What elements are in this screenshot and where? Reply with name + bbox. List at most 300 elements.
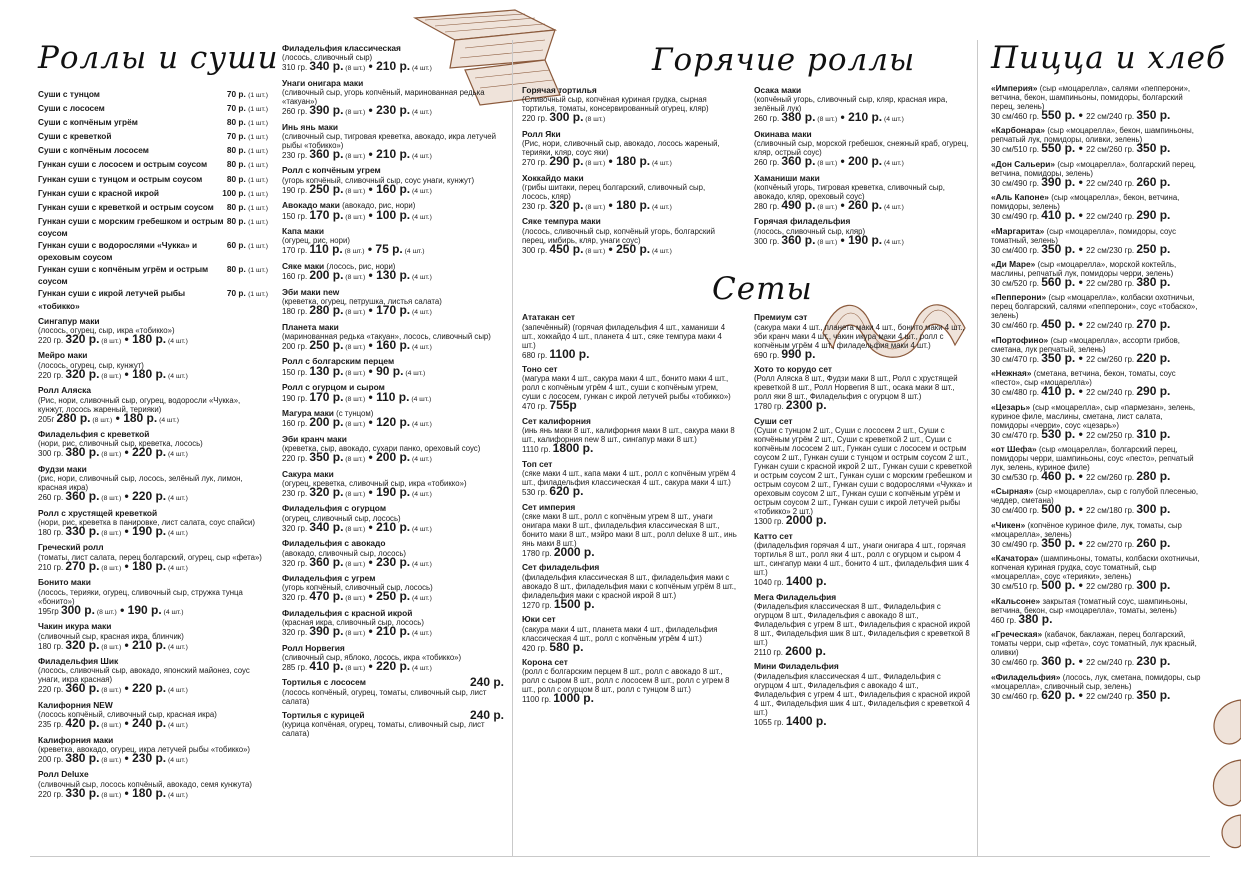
price-half: 190 р. bbox=[127, 602, 162, 617]
qty-full: (8 шт.) bbox=[343, 630, 366, 638]
qty-half: (4 шт.) bbox=[166, 722, 188, 730]
qty-half: (4 шт.) bbox=[882, 238, 904, 246]
item-name: Суши с креветкой bbox=[38, 131, 112, 142]
pizza-header bbox=[991, 84, 1201, 111]
pizza-price-line bbox=[991, 350, 1201, 365]
menu-item bbox=[522, 217, 732, 256]
pizza-price-line bbox=[991, 654, 1201, 669]
set-description: (магура маки 4 шт., сакура маки 4 шт., бонито маки 4 шт., ролл с копчёным угрём 4 шт., суши с копчёным угрем, суши с лососем, гункан с икрой летучей рыбы «тобикко») bbox=[522, 374, 731, 402]
set-description: (сакура маки 4 шт., планета маки 4 шт., бонито маки 4 шт., эби кранч маки 4 шт., чакин икура маки 4 шт., ролл с копчёным угрём 4 шт., филадельфия маки 4 шт.) bbox=[754, 322, 965, 350]
bullet: • bbox=[365, 181, 377, 196]
qty-full: (8 шт.) bbox=[99, 530, 122, 538]
item-price bbox=[227, 144, 268, 158]
item-description: (огурец, креветка, сливочный сыр, икра «тобикко») bbox=[282, 478, 467, 488]
set-description: (Филадельфия классическая 4 шт., Филадельфия с огурцом 4 шт., Филадельфия с авокадо 4 шт., Филадельфия с угрем 4 шт., Филадельфия с красной икрой 4 шт., Филадельфия шик 4 шт., Филадельфия с креветкой 4 шт.) bbox=[754, 671, 971, 717]
qty-full: (8 шт.) bbox=[343, 109, 366, 117]
price-half: 180 р. bbox=[616, 154, 651, 169]
item-price-line bbox=[754, 198, 972, 213]
price-full: 390 р. bbox=[309, 103, 344, 118]
size-large: 30 см/470 гр. bbox=[991, 354, 1042, 364]
menu-item bbox=[754, 174, 972, 213]
pizza-description: (копчёное куриное филе, лук, томаты, сыр «моцарелла», зелень) bbox=[991, 520, 1182, 539]
price-full: 420 р. bbox=[65, 716, 100, 731]
item-weight: 220 гр. bbox=[38, 370, 66, 380]
menu-item bbox=[282, 609, 504, 639]
bullet: • bbox=[1075, 502, 1087, 517]
item-description: (угорь копчёный, сливочный сыр, соус унаги, кунжут) bbox=[282, 175, 475, 185]
pizza-item bbox=[991, 554, 1201, 591]
item-description: (огурец, сливочный сыр, лосось) bbox=[282, 513, 401, 523]
item-weight: 160 гр. bbox=[282, 272, 310, 282]
section-title-hot: Горячие роллы bbox=[652, 42, 916, 78]
menu-item bbox=[282, 44, 504, 74]
price-full: 280 р. bbox=[309, 303, 344, 318]
price-half: 210 р. bbox=[376, 147, 411, 162]
price-full: 250 р. bbox=[309, 337, 344, 352]
set-weight: 470 гр. bbox=[522, 402, 550, 412]
menu-item bbox=[282, 707, 504, 739]
price-small: 290 р. bbox=[1136, 208, 1171, 223]
price-small: 350 р. bbox=[1136, 141, 1171, 156]
set-name: Тоно сет bbox=[522, 364, 558, 375]
pizza-name: «Портофино» bbox=[991, 334, 1051, 345]
pizza-item bbox=[991, 293, 1201, 330]
item-description: (копчёный угорь, сливочный сыр, кляр, красная икра, зелёный лук) bbox=[754, 95, 948, 114]
set-price-line bbox=[522, 691, 737, 706]
price-half: 110 р. bbox=[376, 389, 410, 404]
menu-item bbox=[282, 504, 504, 534]
item-name: Филадельфия Шик bbox=[38, 655, 119, 666]
qty-full: (8 шт.) bbox=[99, 791, 122, 799]
set-price: 2600 р. bbox=[785, 643, 826, 658]
price-small: 300 р. bbox=[1136, 578, 1171, 593]
qty-full: (8 шт.) bbox=[99, 756, 122, 764]
qty-full: (8 шт.) bbox=[343, 274, 366, 282]
bullet: • bbox=[365, 415, 377, 430]
bullet: • bbox=[1075, 108, 1087, 122]
item-weight: 230 гр. bbox=[282, 488, 310, 498]
price-full: 450 р. bbox=[549, 241, 584, 256]
bullet: • bbox=[1075, 687, 1087, 702]
price-value: 80 р. bbox=[226, 159, 249, 170]
menu-item bbox=[38, 287, 268, 311]
pizza-description: (сыр «моцарелла», морской коктейль, маслины, репчатый лук, помидоры черри, зелень) bbox=[991, 260, 1177, 279]
pizza-name: «Империя» bbox=[991, 83, 1040, 93]
item-qty: (1 шт.) bbox=[248, 291, 268, 299]
menu-item bbox=[522, 174, 732, 213]
menu-item bbox=[38, 770, 268, 800]
item-price-line bbox=[282, 147, 504, 162]
pizza-header bbox=[991, 403, 1201, 430]
price-half: 160 р. bbox=[376, 337, 411, 352]
price-half: 210 р. bbox=[132, 637, 167, 652]
item-price-line bbox=[522, 154, 732, 169]
item-name: Суши с копчёным угрём bbox=[38, 117, 138, 128]
size-small: 22 см/280 гр. bbox=[1086, 582, 1137, 592]
column-divider bbox=[512, 40, 513, 856]
item-name: Гункан суши с креветкой и острым соусом bbox=[38, 201, 214, 212]
pizza-name: «Греческая» bbox=[991, 629, 1045, 640]
pizza-name: «Ди Маре» bbox=[991, 259, 1038, 270]
qty-half: (4 шт.) bbox=[166, 687, 188, 695]
item-weight: 320 гр. bbox=[282, 593, 310, 603]
price-half: 210 р. bbox=[376, 519, 411, 534]
set-price-line bbox=[522, 544, 737, 559]
item-description: (лосось, сливочный сыр, авокадо, японский майонез, соус унаги, икра красная) bbox=[38, 666, 250, 685]
item-description: (креветка, авокадо, огурец, икра летучей рыбы «тобикко») bbox=[38, 744, 251, 754]
qty-half: (4 шт.) bbox=[410, 213, 432, 221]
price-full: 320 р. bbox=[65, 637, 100, 652]
price-large: 550 р. bbox=[1041, 141, 1076, 156]
set-price: 1400 р. bbox=[785, 713, 827, 728]
pizza-description: (сыр «моцарелла», сыр «пармезан», зелень, куриное филе, маслины, сметана, лист салата, помидоры «черри», соус «цезарь») bbox=[991, 402, 1196, 430]
menu-item bbox=[38, 578, 268, 617]
menu-item bbox=[38, 88, 268, 102]
item-description: (лосось, сливочный сыр) bbox=[282, 53, 373, 63]
size-large: 30 см/460 гр. bbox=[991, 112, 1042, 121]
set-price: 620 р. bbox=[549, 484, 584, 499]
bullet: • bbox=[121, 524, 133, 539]
price-large: 390 р. bbox=[1041, 174, 1076, 189]
item-description: (сливочный сыр, яблоко, лосось, икра «тобикко») bbox=[282, 653, 462, 663]
price-value: 70 р. bbox=[226, 89, 249, 99]
item-description: (креветка, огурец, петрушка, листья салата) bbox=[282, 297, 442, 307]
item-name: Ролл с болгарским перцем bbox=[282, 356, 395, 367]
qty-full: (8 шт.) bbox=[343, 213, 366, 221]
item-name: Филадельфия с огурцом bbox=[282, 503, 387, 514]
item-weight: 230 гр. bbox=[522, 202, 550, 212]
price-value: 70 р. bbox=[226, 131, 249, 142]
item-name: Филадельфия классическая bbox=[282, 43, 401, 53]
item-name: Сакура маки bbox=[282, 468, 334, 479]
size-large: 30 см/470 гр. bbox=[991, 430, 1042, 440]
pizza-item bbox=[991, 487, 1201, 515]
size-small: 22 см/270 гр. bbox=[1086, 539, 1137, 549]
qty-half: (4 шт.) bbox=[161, 608, 184, 616]
set-item bbox=[754, 532, 972, 588]
size-large: 30 см/400 гр. bbox=[991, 245, 1042, 255]
set-weight: 530 гр. bbox=[522, 488, 550, 498]
item-price bbox=[227, 239, 268, 263]
item-price-line bbox=[282, 242, 504, 257]
price-half: 200 р. bbox=[376, 450, 411, 465]
qty-half: (4 шт.) bbox=[410, 525, 432, 533]
column-rolls-sushi bbox=[38, 0, 279, 805]
set-weight: 1270 гр. bbox=[522, 600, 554, 610]
set-weight: 690 гр. bbox=[754, 350, 782, 360]
price-full: 390 р. bbox=[309, 624, 344, 639]
set-name: Катто сет bbox=[754, 530, 793, 541]
price-small: 380 р. bbox=[1136, 275, 1171, 290]
pizza-price-line bbox=[991, 141, 1201, 156]
set-price-line bbox=[754, 574, 972, 589]
item-qty: (1 шт.) bbox=[248, 267, 268, 275]
item-weight: 235 гр. bbox=[38, 720, 66, 730]
size-large: 30 см/460 гр. bbox=[991, 658, 1042, 668]
item-description: (авокадо, рис, нори) bbox=[339, 201, 416, 211]
price-half: 120 р. bbox=[376, 415, 411, 430]
size-small: 22 см/240 гр. bbox=[1086, 388, 1137, 398]
set-price-line bbox=[754, 513, 972, 528]
item-weight: 200 гр. bbox=[282, 341, 310, 351]
footer-rule bbox=[30, 856, 1210, 857]
set-price: 1500 р. bbox=[553, 596, 595, 611]
qty-half: (4 шт.) bbox=[650, 204, 672, 212]
item-price bbox=[227, 130, 268, 144]
price-half: 210 р. bbox=[848, 110, 883, 125]
qty-half: (4 шт.) bbox=[166, 791, 188, 799]
item-weight: 170 гр. bbox=[282, 246, 310, 256]
size-large: 30 см/520 гр. bbox=[991, 279, 1042, 289]
item-price-line bbox=[282, 589, 504, 604]
price-full: 360 р. bbox=[781, 154, 816, 169]
size-small: 22 см/230 гр. bbox=[1086, 245, 1137, 255]
pizza-header bbox=[991, 554, 1201, 581]
set-name: Топ сет bbox=[522, 458, 553, 469]
item-description: (лосось копчёный, огурец, томаты, сливочный сыр, лист салата) bbox=[282, 687, 487, 706]
item-weight: 285 гр. bbox=[282, 663, 310, 673]
price-large: 620 р. bbox=[1041, 687, 1076, 702]
qty-half: (4 шт.) bbox=[409, 395, 432, 403]
item-name: Эби маки new bbox=[282, 286, 340, 297]
item-name: Суши с копчёным лососем bbox=[38, 145, 149, 156]
set-price: 580 р. bbox=[549, 639, 584, 654]
item-description: (нори, рис, сливочный сыр, креветка, лосось) bbox=[38, 439, 203, 449]
set-name: Премиум сэт bbox=[754, 312, 808, 323]
pizza-item bbox=[991, 673, 1201, 701]
pizza-description: (сыр «моцарелла», бекон, шампиньоны, репчатый лук, помидоры, оливки, зелень) bbox=[991, 126, 1194, 145]
pizza-name: «Кальсоне» bbox=[991, 595, 1043, 606]
item-price: 240 р. bbox=[469, 675, 504, 690]
bullet: • bbox=[365, 147, 377, 162]
item-weight: 160 гр. bbox=[282, 419, 310, 429]
item-price-line bbox=[38, 489, 268, 504]
hot-rolls-left bbox=[522, 86, 732, 261]
item-price-line bbox=[282, 181, 504, 196]
menu-item bbox=[38, 144, 268, 158]
price-half: 130 р. bbox=[376, 268, 411, 283]
menu-item bbox=[282, 201, 504, 222]
price-value: 70 р. bbox=[226, 103, 249, 114]
set-description: (инь янь маки 8 шт., калифорния маки 8 шт., сакура маки 8 шт., калифорния new 8 шт., сингапур маки 8 шт.) bbox=[522, 426, 735, 445]
price-full: 170 р. bbox=[309, 389, 344, 404]
item-weight: 270 гр. bbox=[522, 158, 550, 168]
bullet: • bbox=[837, 232, 849, 247]
bullet: • bbox=[121, 716, 133, 731]
item-price bbox=[227, 116, 268, 130]
price-large: 350 р. bbox=[1041, 350, 1076, 365]
pizza-description: (сыр «моцарелла», болгарский перец, помидоры черри, шампиньоны, соус «песто», репчатый лук, зелень, куриное филе) bbox=[991, 445, 1194, 473]
hot-rolls-right bbox=[754, 86, 972, 261]
item-name: Капа маки bbox=[282, 226, 324, 237]
price-half: 180 р. bbox=[132, 785, 167, 800]
price-full: 110 р. bbox=[309, 242, 343, 257]
item-price-line bbox=[38, 558, 268, 573]
price-half: 230 р. bbox=[132, 750, 167, 765]
column-pizza bbox=[991, 0, 1226, 706]
price-large: 560 р. bbox=[1041, 275, 1076, 290]
price-half: 260 р. bbox=[848, 198, 883, 213]
set-description: (сяке маки 8 шт., ролл с копчёным угрем 8 шт., унаги онигара маки 8 шт., филадельфия классическая 8 шт., бонито маки 8 шт., мэйро маки 8 шт., ролл deluxe 8 шт., инь янь маки 8 шт.) bbox=[522, 511, 737, 548]
item-description: (копчёный угорь, тигровая креветка, сливочный сыр, авокадо, кляр, ореховый соус) bbox=[754, 183, 945, 202]
menu-item bbox=[38, 116, 268, 130]
bullet: • bbox=[121, 489, 133, 504]
pizza-header bbox=[991, 630, 1201, 657]
menu-item bbox=[282, 357, 504, 378]
price-half: 190 р. bbox=[376, 484, 411, 499]
qty-full: (8 шт.) bbox=[343, 65, 366, 73]
item-name: Ролл с хрустящей креветкой bbox=[38, 507, 158, 518]
qty-half: (4 шт.) bbox=[402, 248, 425, 256]
item-weight: 220 гр. bbox=[38, 685, 66, 695]
item-weight: 180 гр. bbox=[38, 528, 66, 538]
item-description: (сливочный сыр, морской гребешок, снежный краб, огурец, кляр, острый соус) bbox=[754, 139, 969, 158]
item-weight: 300 гр. bbox=[38, 449, 66, 459]
price-small: 290 р. bbox=[1136, 384, 1171, 399]
qty-half: (4 шт.) bbox=[166, 530, 188, 538]
item-price-line bbox=[38, 332, 268, 346]
set-price: 1000 р. bbox=[553, 691, 594, 706]
item-weight: 190 гр. bbox=[282, 393, 310, 403]
item-weight: 150 гр. bbox=[282, 367, 310, 377]
item-price-line bbox=[522, 110, 732, 125]
item-name: Гункан суши с тунцом и острым соусом bbox=[38, 173, 203, 184]
size-small: 22 см/260 гр. bbox=[1086, 145, 1137, 155]
bullet: • bbox=[1075, 426, 1087, 441]
set-description: (филадельфия горячая 4 шт., унаги онигара 4 шт., горячая тортилья 8 шт., ролл яки 4 шт., ролл с огурцом и сыром 4 шт., сингапур маки 4 шт., бонито 4 шт., филадельфия шик 4 шт.) bbox=[754, 541, 970, 578]
qty-half: (4 шт.) bbox=[166, 756, 188, 764]
bullet: • bbox=[365, 268, 377, 283]
price-half: 170 р. bbox=[376, 303, 411, 318]
menu-item bbox=[38, 430, 268, 460]
item-description: (лосось, сливочный сыр, кляр) bbox=[754, 226, 866, 236]
qty-half: (4 шт.) bbox=[410, 309, 432, 317]
item-price-line bbox=[282, 659, 504, 674]
price-full: 380 р. bbox=[65, 750, 100, 765]
size-large: 30 см/480 гр. bbox=[991, 388, 1042, 398]
item-price: 240 р. bbox=[469, 707, 504, 722]
size-large: 30 см/490 гр. bbox=[991, 178, 1042, 188]
item-name: Осака маки bbox=[754, 85, 802, 95]
item-header bbox=[282, 707, 504, 722]
pizza-item bbox=[991, 84, 1201, 121]
item-price-line bbox=[282, 103, 504, 118]
set-weight: 1110 гр. bbox=[522, 445, 553, 455]
qty-half: (4 шт.) bbox=[410, 665, 432, 673]
qty-half: (4 шт.) bbox=[882, 160, 904, 168]
qty-half: (4 шт.) bbox=[166, 564, 188, 572]
price-half: 180 р. bbox=[132, 332, 167, 346]
qty-full: (8 шт.) bbox=[94, 608, 117, 616]
item-name: Фудзи маки bbox=[38, 463, 87, 474]
item-name: Сяке темпура маки bbox=[522, 216, 601, 227]
price-large: 380 р. bbox=[1018, 611, 1053, 626]
menu-item bbox=[282, 288, 504, 318]
item-weight: 220 гр. bbox=[38, 789, 66, 799]
bullet: • bbox=[365, 659, 377, 674]
set-description: (Суши с тунцом 2 шт., Суши с лососем 2 шт., Суши с копчёным угрём 2 шт., Суши с креветкой 2 шт., Суши с копчёным лососем 2 шт., Гункан суши с лососем и острым соусом 2 шт., Гункан суши с тунцом и острым соусом 2 шт., Гункан суши с красной икрой 2 шт., Гункан суши с креветкой и острым соусом 2 шт., Гункан суши с морским гребешком и острым соусом 2 шт., Гункан суши с водорослями «Чукка» и ореховым соусом 2 шт., Гункан суши с копчёным угрём и острым соусом 2 шт., Гункан суши с икрой летучей рыбы «тобикко» 2 шт.) bbox=[754, 426, 973, 517]
price-half: 160 р. bbox=[376, 181, 411, 196]
qty-full: (8 шт.) bbox=[90, 416, 113, 424]
menu-item bbox=[38, 509, 268, 539]
set-price-line bbox=[522, 441, 737, 456]
item-name: Чакин икура маки bbox=[38, 621, 112, 632]
price-large: 500 р. bbox=[1041, 578, 1076, 593]
set-name: Корона сет bbox=[522, 656, 568, 667]
item-name: Эби кранч маки bbox=[282, 433, 347, 444]
item-price-line bbox=[282, 268, 504, 283]
qty-half: (4 шт.) bbox=[650, 160, 672, 168]
item-weight: 320 гр. bbox=[282, 523, 310, 533]
item-name: Горячая филадельфия bbox=[754, 216, 851, 227]
item-price-line bbox=[282, 554, 504, 569]
item-weight: 190 гр. bbox=[282, 185, 310, 195]
pizza-name: «Качатора» bbox=[991, 553, 1041, 564]
price-full: 330 р. bbox=[65, 785, 100, 800]
price-full: 320 р. bbox=[549, 198, 584, 213]
item-name: Суши с лососем bbox=[38, 103, 105, 114]
bullet: • bbox=[365, 389, 377, 404]
pizza-price-line bbox=[991, 611, 1201, 626]
pizza-name: «Чикен» bbox=[991, 519, 1028, 530]
set-item bbox=[522, 365, 737, 412]
set-item bbox=[522, 615, 737, 653]
price-full: 200 р. bbox=[309, 268, 344, 283]
pizza-item bbox=[991, 260, 1201, 288]
item-name: Гункан суши с водорослями «Чукка» и ореховым соусом bbox=[38, 240, 198, 263]
price-small: 310 р. bbox=[1136, 426, 1171, 441]
pizza-price-line bbox=[991, 174, 1201, 189]
bullet: • bbox=[605, 154, 617, 169]
set-price: 2000 р. bbox=[785, 513, 827, 528]
bullet: • bbox=[121, 366, 133, 381]
pizza-price-line bbox=[991, 384, 1201, 399]
bullet: • bbox=[121, 750, 133, 765]
bullet: • bbox=[364, 242, 376, 257]
bullet: • bbox=[121, 681, 133, 696]
item-qty: (1 шт.) bbox=[248, 134, 268, 142]
item-description: (нори, рис, креветка в панировке, лист салата, соус спайси) bbox=[38, 518, 255, 528]
set-name: Сет филадельфия bbox=[522, 562, 600, 573]
item-weight: 230 гр. bbox=[282, 151, 310, 161]
price-small: 280 р. bbox=[1136, 469, 1171, 484]
price-half: 90 р. bbox=[376, 363, 404, 378]
set-price-line bbox=[522, 484, 737, 499]
set-price: 2000 р. bbox=[553, 544, 595, 559]
item-price bbox=[227, 215, 268, 239]
set-price: 990 р. bbox=[781, 346, 816, 361]
qty-full: (8 шт.) bbox=[99, 643, 122, 651]
item-name: Гункан суши с морским гребешком и острым соусом bbox=[38, 215, 224, 238]
item-price-line bbox=[38, 750, 268, 765]
price-half: 250 р. bbox=[616, 241, 651, 256]
bullet: • bbox=[116, 602, 128, 617]
qty-full: (8 шт.) bbox=[343, 187, 366, 195]
item-name: Сяке маки (лосось, рис, нори) bbox=[282, 260, 396, 271]
price-small: 230 р. bbox=[1136, 654, 1171, 669]
price-small: 350 р. bbox=[1136, 687, 1171, 702]
menu-item bbox=[282, 227, 504, 257]
menu-item bbox=[38, 201, 268, 215]
price-half: 220 р. bbox=[132, 489, 167, 504]
item-qty: (1 шт.) bbox=[248, 92, 268, 99]
set-price-line bbox=[522, 639, 737, 654]
pizza-price-line bbox=[991, 275, 1201, 290]
item-name: Планета маки bbox=[282, 321, 339, 332]
bullet: • bbox=[837, 110, 849, 125]
pizza-item bbox=[991, 227, 1201, 255]
item-price-line bbox=[522, 198, 732, 213]
